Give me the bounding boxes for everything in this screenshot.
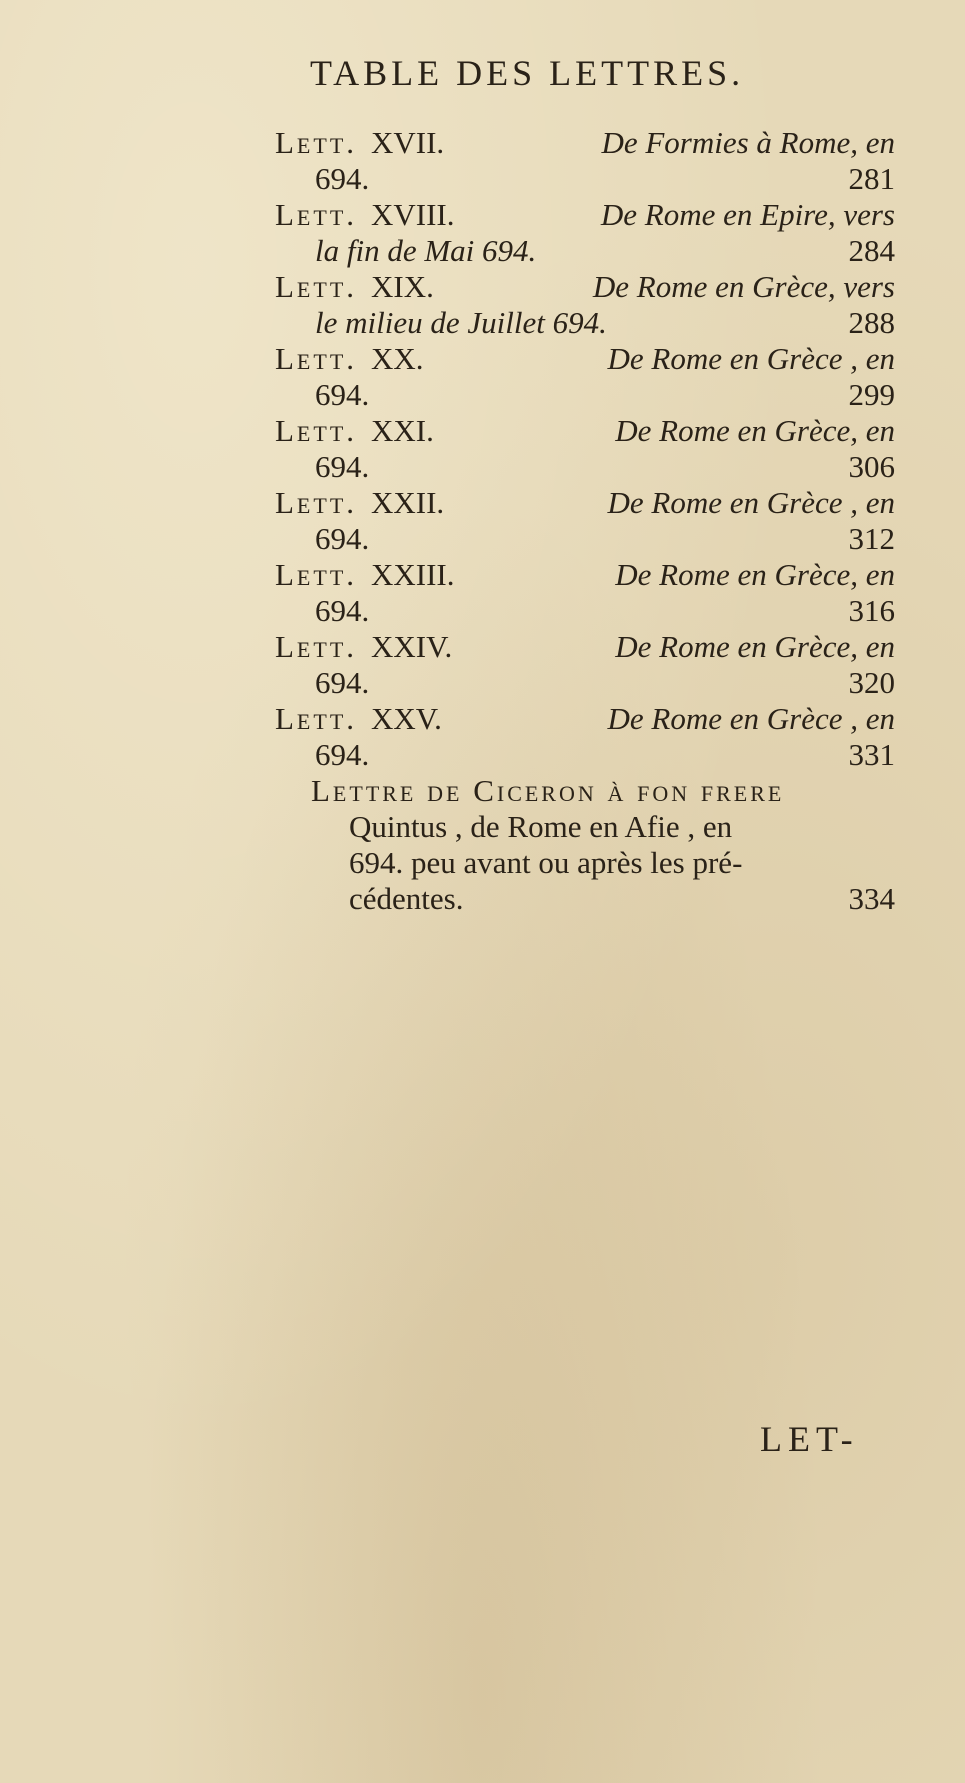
entry-label: Lett. bbox=[275, 629, 358, 664]
final-entry-line1: Lettre de Ciceron à fon frere bbox=[311, 773, 785, 808]
entry-description-cont: 694. bbox=[315, 665, 370, 700]
entry-number: XVII. bbox=[371, 125, 445, 160]
entry-description: De Formies à Rome, en bbox=[601, 125, 895, 160]
entry-label: Lett. bbox=[275, 701, 358, 736]
entry-description: De Rome en Grèce , en bbox=[607, 701, 895, 736]
entry-label: Lett. bbox=[275, 197, 358, 232]
entry-page: 316 bbox=[848, 593, 895, 628]
toc-entry bbox=[275, 125, 895, 197]
entry-description: De Rome en Grèce , en bbox=[607, 341, 895, 376]
entry-description: De Rome en Grèce, en bbox=[615, 557, 895, 592]
entry-label: Lett. bbox=[275, 485, 358, 520]
entry-number: XX. bbox=[371, 341, 424, 376]
entry-number: XXIV. bbox=[371, 629, 453, 664]
toc-entry-final bbox=[311, 773, 895, 917]
table-of-contents bbox=[275, 125, 895, 917]
entry-number: XIX. bbox=[371, 269, 434, 304]
toc-entry bbox=[275, 413, 895, 485]
entry-description-cont: le milieu de Juillet 694. bbox=[315, 305, 607, 340]
final-entry-line3: 694. peu avant ou après les pré- bbox=[349, 845, 743, 880]
entry-description: De Rome en Grèce, en bbox=[615, 413, 895, 448]
entry-label: Lett. bbox=[275, 341, 358, 376]
entry-page: 284 bbox=[848, 233, 895, 268]
entry-description-cont: 694. bbox=[315, 377, 370, 412]
entry-description: De Rome en Grèce, en bbox=[615, 629, 895, 664]
entry-description: De Rome en Grèce , en bbox=[607, 485, 895, 520]
entry-page: 312 bbox=[848, 521, 895, 556]
entry-label: Lett. bbox=[275, 413, 358, 448]
entry-label: Lett. bbox=[275, 125, 358, 160]
entry-label: Lett. bbox=[275, 557, 358, 592]
toc-entry bbox=[275, 629, 895, 701]
entry-description-cont: 694. bbox=[315, 737, 370, 772]
entry-page: 299 bbox=[848, 377, 895, 412]
entry-page: 306 bbox=[848, 449, 895, 484]
final-entry-line2: Quintus , de Rome en Afie , en bbox=[349, 809, 733, 844]
entry-description-cont: 694. bbox=[315, 593, 370, 628]
final-entry-line4: cédentes. bbox=[349, 881, 464, 916]
entry-label: Lett. bbox=[275, 269, 358, 304]
toc-entry bbox=[275, 557, 895, 629]
entry-description-cont: 694. bbox=[315, 161, 370, 196]
toc-entry bbox=[275, 485, 895, 557]
entry-number: XXI. bbox=[371, 413, 434, 448]
entry-description-cont: 694. bbox=[315, 521, 370, 556]
entry-page: 281 bbox=[848, 161, 895, 196]
entry-description: De Rome en Epire, vers bbox=[600, 197, 895, 232]
entry-page: 320 bbox=[848, 665, 895, 700]
toc-entry bbox=[275, 197, 895, 269]
running-head: TABLE DES LETTRES. bbox=[310, 53, 745, 93]
toc-entry bbox=[275, 701, 895, 773]
entry-page: 288 bbox=[848, 305, 895, 340]
catchword: LET- bbox=[760, 1419, 859, 1459]
entry-number: XXII. bbox=[371, 485, 445, 520]
entry-page: 331 bbox=[848, 737, 895, 772]
toc-entry bbox=[275, 341, 895, 413]
entry-number: XVIII. bbox=[371, 197, 455, 232]
entry-page: 334 bbox=[848, 881, 895, 916]
entry-description-cont: la fin de Mai 694. bbox=[315, 233, 537, 268]
entry-description: De Rome en Grèce, vers bbox=[592, 269, 895, 304]
entry-number: XXIII. bbox=[371, 557, 455, 592]
entry-description-cont: 694. bbox=[315, 449, 370, 484]
toc-entry bbox=[275, 269, 895, 341]
entry-number: XXV. bbox=[371, 701, 442, 736]
